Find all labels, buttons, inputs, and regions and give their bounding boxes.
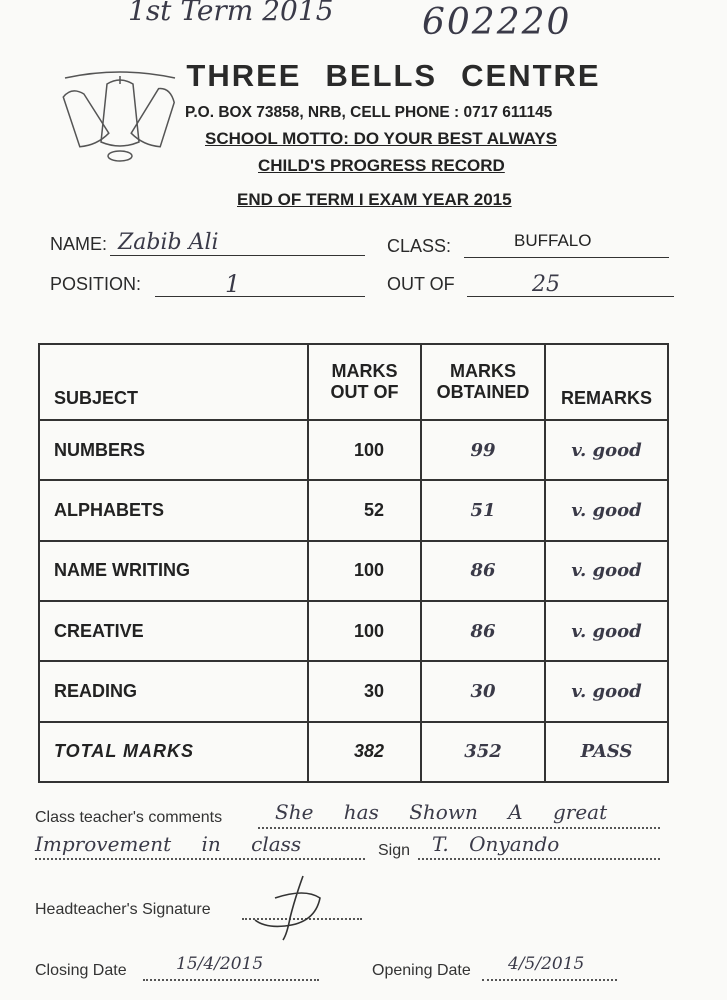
closing-date-value: 15/4/2015 [176, 954, 264, 974]
header-marks-out-of: MARKS OUT OF [308, 344, 421, 420]
school-name: THREE BELLS CENTRE [186, 58, 601, 93]
remark-cell: v. good [545, 541, 668, 601]
total-obtained: 352 [421, 722, 545, 782]
sign-line [418, 858, 660, 860]
exam-title: END OF TERM I EXAM YEAR 2015 [237, 190, 512, 209]
out-of-label: OUT OF [387, 274, 455, 294]
total-out-of: 382 [308, 722, 421, 782]
out-of-cell: 52 [308, 480, 421, 540]
teacher-comments-label: Class teacher's comments [35, 809, 223, 826]
subject-cell: ALPHABETS [39, 480, 308, 540]
table-row [39, 420, 668, 480]
opening-date-label: Opening Date [372, 962, 471, 979]
table-row [39, 541, 668, 601]
table-row [39, 601, 668, 661]
header-remarks: REMARKS [545, 344, 668, 420]
obtained-cell: 51 [421, 480, 545, 540]
record-title: CHILD'S PROGRESS RECORD [258, 156, 505, 175]
class-value: BUFFALO [514, 231, 592, 250]
table-header-row [39, 344, 668, 420]
total-remark: PASS [545, 722, 668, 782]
out-of-cell: 100 [308, 601, 421, 661]
obtained-cell: 86 [421, 541, 545, 601]
class-label: CLASS: [387, 236, 452, 256]
term-note: 1st Term 2015 [128, 0, 334, 27]
remark-cell: v. good [545, 661, 668, 721]
subject-cell: READING [39, 661, 308, 721]
out-of-line [467, 296, 674, 297]
class-line [464, 257, 669, 258]
name-line [110, 255, 365, 256]
total-label: TOTAL MARKS [39, 722, 308, 782]
position-label: POSITION: [50, 274, 142, 294]
comments-line-1 [258, 827, 660, 829]
subject-cell: NAME WRITING [39, 541, 308, 601]
school-motto: SCHOOL MOTTO: DO YOUR BEST ALWAYS [205, 129, 558, 148]
sign-value: T. Onyando [432, 832, 560, 856]
sign-label: Sign [378, 842, 411, 859]
document-number: 602220 [422, 2, 572, 43]
out-of-cell: 30 [308, 661, 421, 721]
teacher-comment-line-1: She has Shown A great [275, 800, 608, 824]
subject-cell: CREATIVE [39, 601, 308, 661]
remark-cell: v. good [545, 420, 668, 480]
grades-table [38, 343, 669, 783]
comments-line-2 [35, 858, 365, 860]
school-address: P.O. BOX 73858, NRB, CELL PHONE : 0717 611145 [185, 104, 553, 121]
position-line [155, 296, 365, 297]
obtained-cell: 86 [421, 601, 545, 661]
teacher-comment-line-2: Improvement in class [35, 832, 302, 856]
total-row [39, 722, 668, 782]
remark-cell: v. good [545, 601, 668, 661]
closing-date-label: Closing Date [35, 962, 127, 979]
header-marks-obtained: MARKS OBTAINED [421, 344, 545, 420]
remark-cell: v. good [545, 480, 668, 540]
opening-date-line [482, 979, 617, 981]
subject-cell: NUMBERS [39, 420, 308, 480]
name-label: NAME: [50, 234, 108, 254]
out-of-cell: 100 [308, 420, 421, 480]
headteacher-signature [245, 868, 335, 943]
opening-date-value: 4/5/2015 [508, 954, 585, 974]
closing-date-line [143, 979, 319, 981]
table-row [39, 661, 668, 721]
header-subject: SUBJECT [39, 344, 308, 420]
table-row [39, 480, 668, 540]
headteacher-signature-label: Headteacher's Signature [35, 901, 211, 918]
out-of-cell: 100 [308, 541, 421, 601]
name-value: Zabib Ali [118, 230, 219, 255]
out-of-value: 25 [532, 272, 560, 297]
obtained-cell: 99 [421, 420, 545, 480]
position-value: 1 [225, 270, 241, 298]
obtained-cell: 30 [421, 661, 545, 721]
